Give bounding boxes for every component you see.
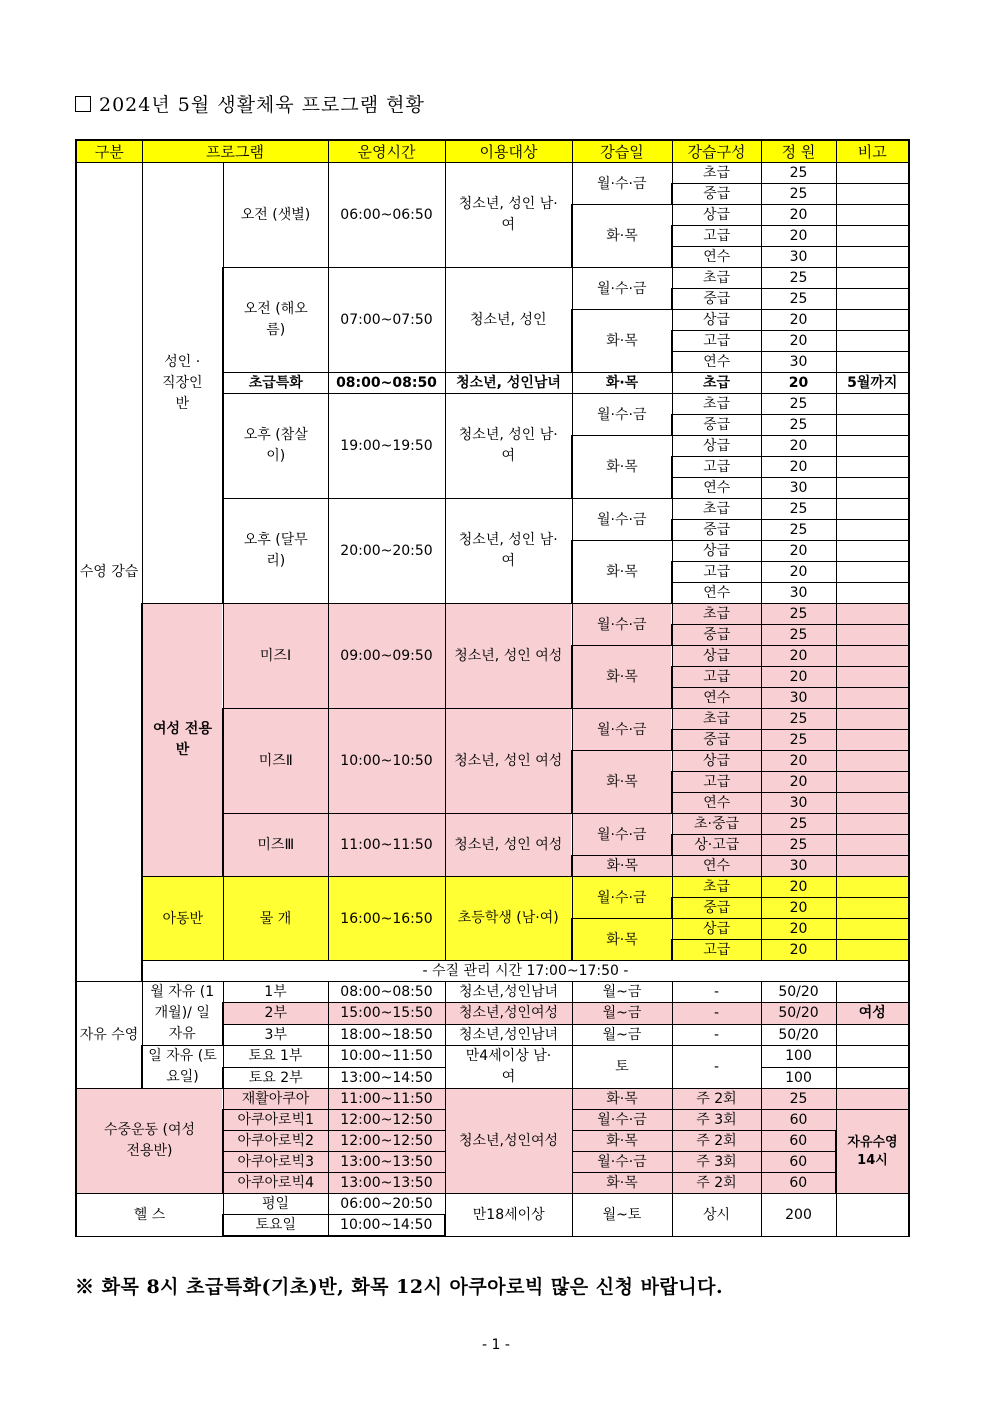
run-time: 13:00~13:50 [328, 1173, 445, 1194]
category-health: 헬 스 [76, 1194, 223, 1237]
target: 청소년, 성인 남·여 [445, 394, 572, 499]
remark [836, 205, 909, 226]
program-name: 오후 (달무리) [223, 499, 328, 604]
class-level: 고급 [672, 772, 761, 793]
remark [836, 814, 909, 835]
program-name: 미즈Ⅰ [223, 604, 328, 709]
table-row [76, 1046, 909, 1068]
class-level: 초급 [672, 394, 761, 415]
class-level: 상급 [672, 205, 761, 226]
class-level: 연수 [672, 478, 761, 499]
table-row [76, 961, 909, 982]
remark [836, 793, 909, 814]
capacity: 25 [761, 604, 836, 625]
class-days: 월·수·금 [572, 268, 672, 310]
capacity: 20 [761, 667, 836, 688]
program-name: 토요 1부 [223, 1046, 328, 1068]
remark [836, 331, 909, 352]
capacity: 30 [761, 688, 836, 709]
header-cell: 강습일 [572, 140, 672, 163]
target: 초등학생 (남·여) [445, 877, 572, 961]
program-name: 2부 [223, 1003, 328, 1024]
class-days: 화·목 [572, 856, 672, 877]
run-time: 10:00~10:50 [328, 709, 445, 814]
capacity: 20 [761, 562, 836, 583]
kids-group: 아동반 [142, 877, 223, 961]
table-row [76, 140, 909, 163]
class-level: 고급 [672, 226, 761, 247]
adult-group: 성인 · 직장인 반 [142, 163, 223, 604]
remark [836, 289, 909, 310]
class-level: 연수 [672, 793, 761, 814]
capacity: 60 [761, 1131, 836, 1152]
table-row [76, 604, 909, 625]
footer-note: ※ 화목 8시 초급특화(기초)반, 화목 12시 아쿠아로빅 많은 신청 바랍니다. [75, 1276, 724, 1298]
class-level: 상급 [672, 919, 761, 940]
class-days: 월·수·금 [572, 394, 672, 436]
target: 청소년, 성인 남·여 [445, 499, 572, 604]
header-cell: 운영시간 [328, 140, 445, 163]
class-days: 화·목 [572, 541, 672, 604]
remark [836, 898, 909, 919]
class-days: 화·목 [572, 1131, 672, 1152]
target: 청소년,성인여성 [445, 1003, 572, 1024]
remark [836, 226, 909, 247]
class-level: 중급 [672, 520, 761, 541]
capacity: 20 [761, 226, 836, 247]
class-days: 월·수·금 [572, 163, 672, 205]
remark [836, 247, 909, 268]
class-level: 중급 [672, 289, 761, 310]
header-cell: 비고 [836, 140, 909, 163]
weekend-label: 일 자유 (토요일) [142, 1046, 223, 1089]
capacity: 60 [761, 1110, 836, 1131]
class-days: 월~금 [572, 982, 672, 1003]
remark [836, 667, 909, 688]
page-title: 2024년 5월 생활체육 프로그램 현황 [75, 90, 425, 117]
target: 청소년, 성인남녀 [445, 373, 572, 394]
capacity: 30 [761, 352, 836, 373]
class-level: 연수 [672, 352, 761, 373]
remark [836, 751, 909, 772]
run-time: 13:00~14:50 [328, 1067, 445, 1089]
class-level: 연수 [672, 856, 761, 877]
header-category: 구분 [76, 140, 142, 163]
header-cell: 강습구성 [672, 140, 761, 163]
program-name: 3부 [223, 1024, 328, 1045]
program-name: 초급특화 [223, 373, 328, 394]
program-name: 토요일 [223, 1215, 328, 1237]
class-level: - [672, 1046, 761, 1089]
class-days: 월·수·금 [572, 814, 672, 856]
class-level: 중급 [672, 625, 761, 646]
class-level: 주 2회 [672, 1089, 761, 1110]
class-days: 화·목 [572, 205, 672, 268]
class-level: 상·고급 [672, 835, 761, 856]
capacity: 20 [761, 940, 836, 961]
class-level: 초급 [672, 268, 761, 289]
category-aqua: 수중운동 (여성전용반) [76, 1089, 223, 1194]
run-time: 09:00~09:50 [328, 604, 445, 709]
class-level: 고급 [672, 562, 761, 583]
capacity: 25 [761, 499, 836, 520]
program-name: 토요 2부 [223, 1067, 328, 1089]
capacity: 200 [761, 1194, 836, 1237]
target: 청소년, 성인 여성 [445, 709, 572, 814]
class-level: 상시 [672, 1194, 761, 1237]
class-level: 초·중급 [672, 814, 761, 835]
run-time: 16:00~16:50 [328, 877, 445, 961]
capacity: 30 [761, 478, 836, 499]
capacity: 25 [761, 625, 836, 646]
capacity: 25 [761, 289, 836, 310]
class-level: 초급 [672, 604, 761, 625]
checkbox-square-icon [75, 96, 91, 112]
remark [836, 646, 909, 667]
capacity: 30 [761, 856, 836, 877]
class-days: 월·수·금 [572, 709, 672, 751]
capacity: 20 [761, 919, 836, 940]
capacity: 25 [761, 163, 836, 184]
capacity: 20 [761, 331, 836, 352]
program-name: 오후 (참살이) [223, 394, 328, 499]
target: 만18세이상 [445, 1194, 572, 1237]
class-level: 상급 [672, 751, 761, 772]
remark [836, 310, 909, 331]
remark [836, 919, 909, 940]
program-name: 미즈Ⅱ [223, 709, 328, 814]
class-level: 중급 [672, 415, 761, 436]
run-time: 06:00~20:50 [328, 1194, 445, 1215]
capacity: 20 [761, 436, 836, 457]
capacity: 25 [761, 394, 836, 415]
remark [836, 940, 909, 961]
schedule-table [75, 139, 910, 1237]
capacity: 25 [761, 709, 836, 730]
class-days: 화·목 [572, 646, 672, 709]
class-level: 고급 [672, 667, 761, 688]
class-days: 월~금 [572, 1024, 672, 1045]
target: 청소년, 성인 여성 [445, 814, 572, 877]
program-name: 재활아쿠아 [223, 1089, 328, 1110]
capacity: 30 [761, 793, 836, 814]
class-level: 중급 [672, 730, 761, 751]
header-cell: 이용대상 [445, 140, 572, 163]
class-level: - [672, 1003, 761, 1024]
class-level: 상급 [672, 436, 761, 457]
capacity: 25 [761, 268, 836, 289]
capacity: 25 [761, 835, 836, 856]
remark [836, 352, 909, 373]
capacity: 25 [761, 520, 836, 541]
class-days: 화·목 [572, 1089, 672, 1110]
class-level: 연수 [672, 583, 761, 604]
remark [836, 1024, 909, 1045]
run-time: 15:00~15:50 [328, 1003, 445, 1024]
program-name: 아쿠아로빅4 [223, 1173, 328, 1194]
program-name: 미즈Ⅲ [223, 814, 328, 877]
class-level: 연수 [672, 688, 761, 709]
remark [836, 1067, 909, 1089]
remark [836, 835, 909, 856]
remark [836, 268, 909, 289]
class-days: 월~금 [572, 1003, 672, 1024]
class-level: 연수 [672, 247, 761, 268]
program-name: 물 개 [223, 877, 328, 961]
class-level: 주 3회 [672, 1110, 761, 1131]
run-time: 18:00~18:50 [328, 1024, 445, 1045]
target: 청소년,성인남녀 [445, 982, 572, 1003]
class-level: 초급 [672, 709, 761, 730]
capacity: 20 [761, 898, 836, 919]
capacity: 100 [761, 1046, 836, 1068]
remark [836, 625, 909, 646]
class-level: 주 2회 [672, 1131, 761, 1152]
capacity: 20 [761, 205, 836, 226]
remark [836, 520, 909, 541]
program-name: 아쿠아로빅3 [223, 1152, 328, 1173]
class-level: - [672, 1024, 761, 1045]
remark [836, 877, 909, 898]
run-time: 12:00~12:50 [328, 1110, 445, 1131]
class-level: 고급 [672, 940, 761, 961]
remark [836, 163, 909, 184]
category-free-swim: 자유 수영 [76, 982, 142, 1089]
class-level: 주 2회 [672, 1173, 761, 1194]
remark [836, 982, 909, 1003]
class-level: 상급 [672, 310, 761, 331]
program-name: 아쿠아로빅2 [223, 1131, 328, 1152]
class-level: 상급 [672, 541, 761, 562]
run-time: 13:00~13:50 [328, 1152, 445, 1173]
remark: 여성 [836, 1003, 909, 1024]
run-time: 07:00~07:50 [328, 268, 445, 373]
program-name: 아쿠아로빅1 [223, 1110, 328, 1131]
class-days: 화·목 [572, 1173, 672, 1194]
table-row [76, 877, 909, 898]
target: 청소년,성인남녀 [445, 1024, 572, 1045]
remark [836, 772, 909, 793]
remark [836, 541, 909, 562]
remark [836, 604, 909, 625]
capacity: 50/20 [761, 982, 836, 1003]
remark [836, 856, 909, 877]
class-level: 초급 [672, 877, 761, 898]
class-days: 월~토 [572, 1194, 672, 1237]
program-name: 평일 [223, 1194, 328, 1215]
class-days: 화·목 [572, 751, 672, 814]
table-row [76, 163, 909, 184]
capacity: 25 [761, 415, 836, 436]
category-swim: 수영 강습 [76, 163, 142, 982]
remark [836, 415, 909, 436]
women-group: 여성 전용반 [142, 604, 223, 877]
run-time: 11:00~11:50 [328, 814, 445, 877]
capacity: 25 [761, 184, 836, 205]
capacity: 20 [761, 457, 836, 478]
class-days: 월·수·금 [572, 877, 672, 919]
remark [836, 583, 909, 604]
capacity: 100 [761, 1067, 836, 1089]
capacity: 20 [761, 373, 836, 394]
class-level: 초급 [672, 373, 761, 394]
remark [836, 1089, 909, 1110]
capacity: 30 [761, 247, 836, 268]
remark [836, 709, 909, 730]
program-name: 1부 [223, 982, 328, 1003]
class-level: 상급 [672, 646, 761, 667]
remark [836, 184, 909, 205]
header-program: 프로그램 [142, 140, 328, 163]
remark [836, 478, 909, 499]
class-days: 월·수·금 [572, 1152, 672, 1173]
remark [836, 730, 909, 751]
capacity: 20 [761, 541, 836, 562]
remark [836, 1194, 909, 1237]
run-time: 10:00~11:50 [328, 1046, 445, 1068]
table-row [76, 1194, 909, 1215]
table-row [76, 982, 909, 1003]
class-level: 초급 [672, 163, 761, 184]
capacity: 25 [761, 1089, 836, 1110]
class-level: 중급 [672, 184, 761, 205]
run-time: 20:00~20:50 [328, 499, 445, 604]
capacity: 20 [761, 646, 836, 667]
capacity: 50/20 [761, 1003, 836, 1024]
class-days: 월·수·금 [572, 1110, 672, 1131]
class-days: 월·수·금 [572, 499, 672, 541]
run-time: 11:00~11:50 [328, 1089, 445, 1110]
capacity: 30 [761, 583, 836, 604]
run-time: 10:00~14:50 [328, 1215, 445, 1237]
class-days: 화·목 [572, 310, 672, 373]
header-cell: 정 원 [761, 140, 836, 163]
capacity: 60 [761, 1152, 836, 1173]
run-time: 12:00~12:50 [328, 1131, 445, 1152]
class-level: 초급 [672, 499, 761, 520]
remark [836, 436, 909, 457]
remark: 5월까지 [836, 373, 909, 394]
table-row [76, 1089, 909, 1110]
capacity: 20 [761, 772, 836, 793]
target: 청소년, 성인 남·여 [445, 163, 572, 268]
page-number: - 1 - [482, 1337, 510, 1353]
class-days: 화·목 [572, 436, 672, 499]
target: 청소년,성인여성 [445, 1089, 572, 1194]
remark [836, 1046, 909, 1068]
class-days: 월·수·금 [572, 604, 672, 646]
class-level: - [672, 982, 761, 1003]
remark: 자유수영 14시 [836, 1110, 909, 1194]
monthly-label: 월 자유 (1개월)/ 일 자유 [142, 982, 223, 1046]
capacity: 50/20 [761, 1024, 836, 1045]
run-time: 08:00~08:50 [328, 982, 445, 1003]
capacity: 20 [761, 877, 836, 898]
target: 청소년, 성인 [445, 268, 572, 373]
remark [836, 394, 909, 415]
program-name: 오전 (해오름) [223, 268, 328, 373]
remark [836, 562, 909, 583]
capacity: 60 [761, 1173, 836, 1194]
target: 청소년, 성인 여성 [445, 604, 572, 709]
capacity: 25 [761, 814, 836, 835]
class-level: 고급 [672, 331, 761, 352]
capacity: 25 [761, 730, 836, 751]
remark [836, 499, 909, 520]
program-name: 오전 (샛별) [223, 163, 328, 268]
run-time: 06:00~06:50 [328, 163, 445, 268]
class-days: 토 [572, 1046, 672, 1089]
remark [836, 457, 909, 478]
class-level: 주 3회 [672, 1152, 761, 1173]
remark [836, 688, 909, 709]
water-management-time: - 수질 관리 시간 17:00~17:50 - [142, 961, 909, 982]
target: 만4세이상 남·여 [445, 1046, 572, 1089]
capacity: 20 [761, 310, 836, 331]
capacity: 20 [761, 751, 836, 772]
class-level: 고급 [672, 457, 761, 478]
class-level: 중급 [672, 898, 761, 919]
run-time: 08:00~08:50 [328, 373, 445, 394]
class-days: 화·목 [572, 919, 672, 961]
class-days: 화·목 [572, 373, 672, 394]
run-time: 19:00~19:50 [328, 394, 445, 499]
